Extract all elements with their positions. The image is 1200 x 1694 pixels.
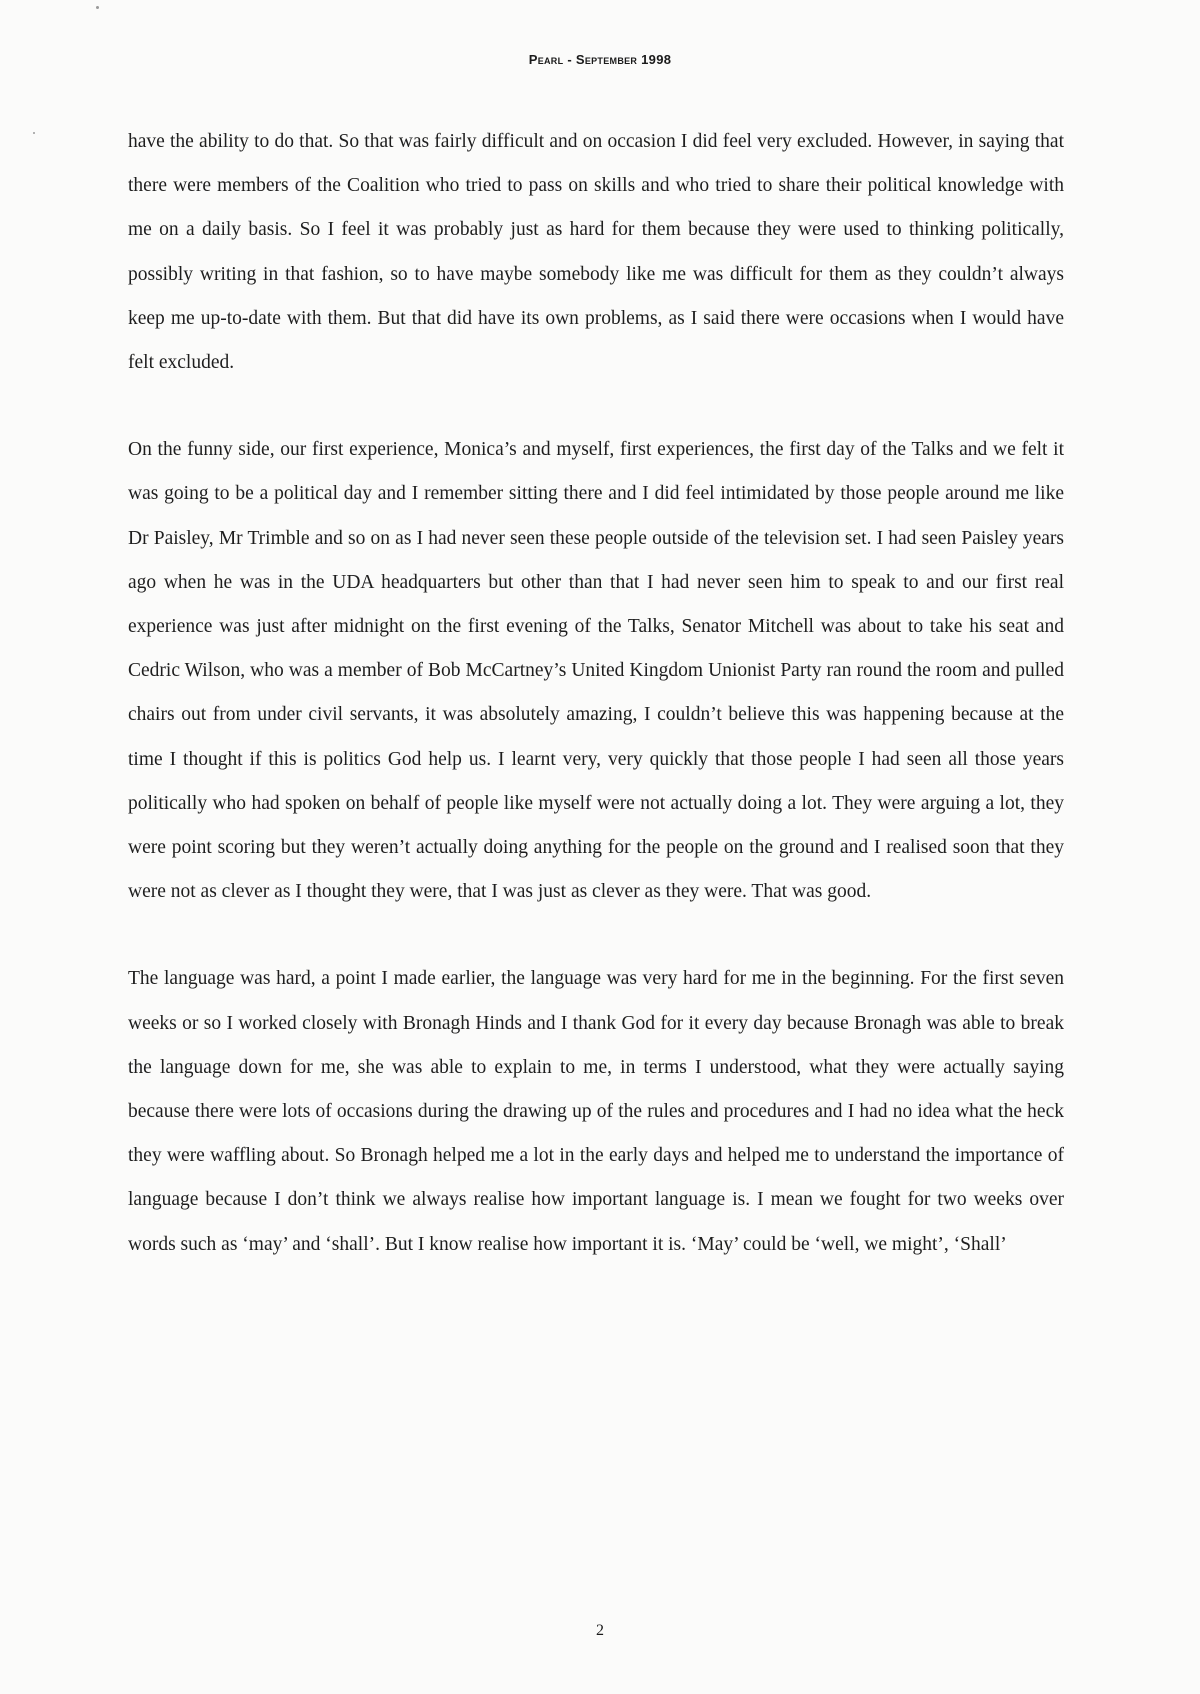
scan-speck bbox=[96, 6, 99, 9]
scan-speck bbox=[33, 132, 35, 134]
page-number: 2 bbox=[596, 1622, 604, 1639]
paragraph: have the ability to do that. So that was fairly difficult and on occasion I did feel very excluded. However, in saying that there were members of the Coalition who tried to pass on skills and who tried to share their political knowledge with me on a daily basis. So I feel it was probably just as hard for them because they were used to thinking politically, possibly writing in that fashion, so to have maybe somebody like me was difficult for them as they couldn’t always keep me up-to-date with them. But that did have its own problems, as I said there were occasions when I would have felt excluded. bbox=[128, 131, 1064, 374]
body-text bbox=[128, 120, 1064, 1267]
paragraph: On the funny side, our first experience, Monica’s and myself, first experiences, the first day of the Talks and we felt it was going to be a political day and I remember sitting there and I did feel intimidated by those people around me like Dr Paisley, Mr Trimble and so on as I had never seen these people outside of the television set. I had seen Paisley years ago when he was in the UDA headquarters but other than that I had never seen him to speak to and our first real experience was just after midnight on the first evening of the Talks, Senator Mitchell was about to take his seat and Cedric Wilson, who was a member of Bob McCartney’s United Kingdom Unionist Party ran round the room and pulled chairs out from under civil servants, it was absolutely amazing, I couldn’t believe this was happening because at the time I thought if this is politics God help us. I learnt very, very quickly that those people I had seen all those years politically who had spoken on behalf of people like myself were not actually doing a lot. They were arguing a lot, they were point scoring but they weren’t actually doing anything for the people on the ground and I realised soon that they were not as clever as I thought they were, that I was just as clever as they were. That was good. bbox=[128, 439, 1064, 903]
running-header: Pearl - September 1998 bbox=[528, 52, 672, 67]
paragraph: The language was hard, a point I made earlier, the language was very hard for me in the beginning. For the first seven weeks or so I worked closely with Bronagh Hinds and I thank God for it every day because Bronagh was able to break the language down for me, she was able to explain to me, in terms I understood, what they were actually saying because there were lots of occasions during the drawing up of the rules and procedures and I had no idea what the heck they were waffling about. So Bronagh helped me a lot in the early days and helped me to understand the importance of language because I don’t think we always realise how important language is. I mean we fought for two weeks over words such as ‘may’ and ‘shall’. But I know realise how important it is. ‘May’ could be ‘well, we might’, ‘Shall’ bbox=[128, 968, 1064, 1255]
